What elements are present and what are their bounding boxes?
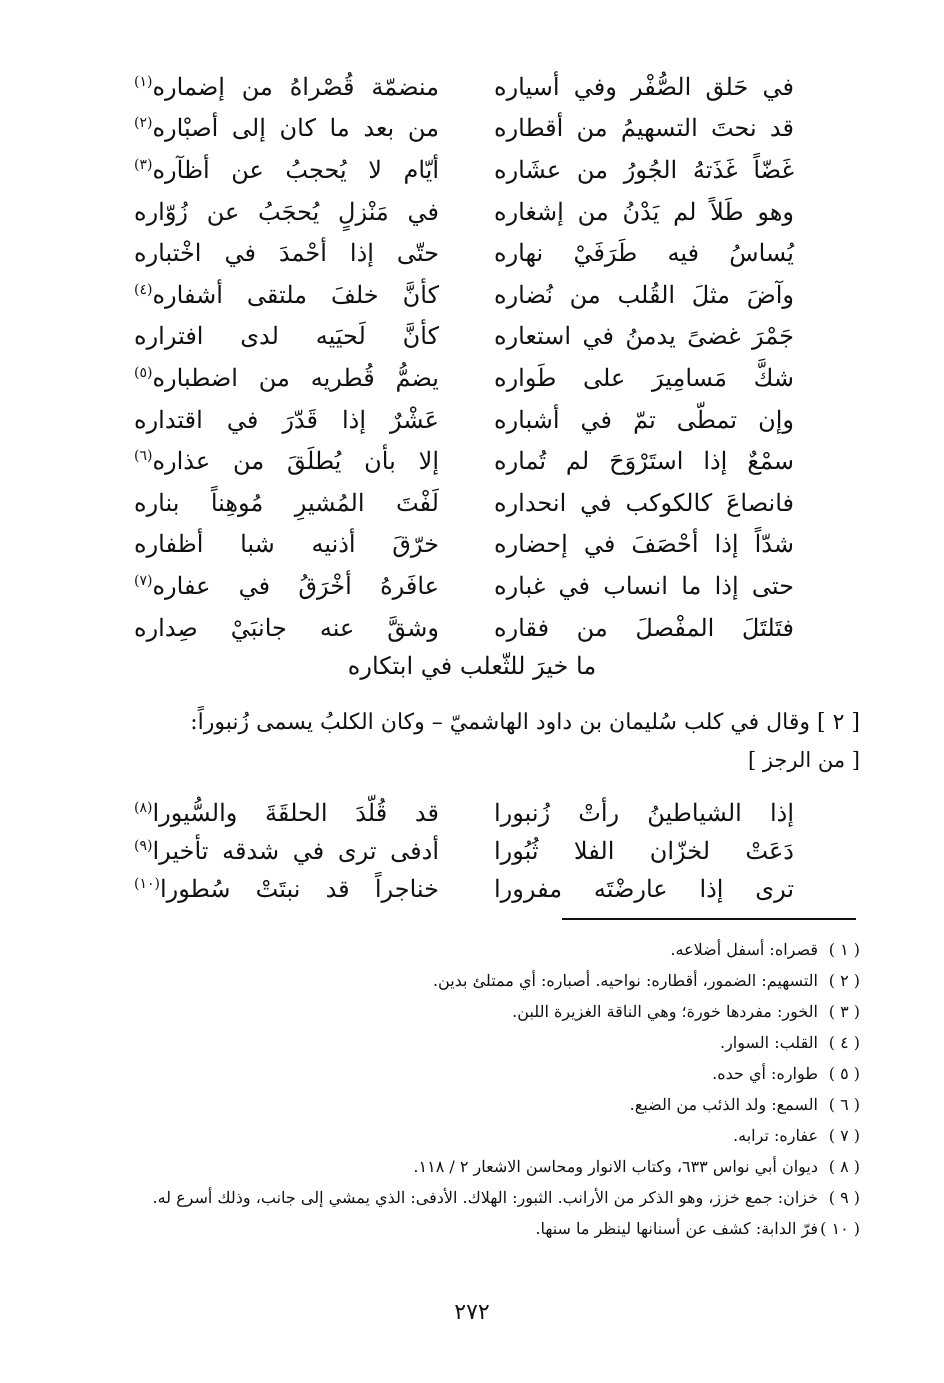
closing-hemistich: ما خيرَ للثّعلب في ابتكاره [347,652,597,680]
verse-line [134,870,794,908]
second-hemistich: حتّى إذا أحْمدَ في اخْتباره [134,239,439,268]
first-hemistich: في حَلق الصُّفْر وفي أسياره [494,72,794,101]
footnote-item [80,934,860,965]
verse-line [134,482,794,524]
first-hemistich: يُساسُ فيه طَرَفَيْ نهاره [494,239,794,268]
verse-line [134,565,794,607]
second-hemistich: لَفْتَ المُشيرِ مُوهِناً بناره [134,488,439,517]
second-hemistich: أدفى ترى في شدقه تأخيرا$^{(٩)}$ [134,837,439,865]
poem-verses [134,66,794,648]
first-hemistich: جَمْرَ غضىً يدمنُ في استعاره [494,322,794,351]
verse-line [134,607,794,649]
footnote-marker: (٥) [134,364,153,381]
verse-line [134,357,794,399]
footnote-number: ( ٩ ) [828,1188,860,1207]
first-hemistich: شكَّ مَسامِيرَ على طَواره [494,363,794,392]
footnote-marker: (١٠) [134,876,160,892]
footnotes [80,934,860,1244]
verse-line [134,794,794,832]
second-hemistich: يضمُّ قُطريه من اضطباره$^{(٥)}$ [134,363,439,392]
footnote-text: الخور: مفردها خورة؛ وهي الناقة الغزيرة اللبن. [512,1002,818,1021]
footnote-number: ( ٥ ) [828,1064,860,1083]
verse-line [134,232,794,274]
second-hemistich: منضمّة قُصْراهُ من إضماره$^{(١)}$ [134,72,439,101]
footnote-text: ديوان أبي نواس ٦٣٣، وكتاب الانوار ومحاسن الاشعار ٢ / ١١٨. [413,1157,818,1176]
footnote-number: ( ٤ ) [828,1033,860,1052]
footnote-text: القلب: السوار. [719,1033,818,1052]
page-number: ٢٧٢ [454,1300,490,1325]
first-hemistich: غَضّاً غَذَتهُ الجُورُ من عشَاره [494,155,794,184]
footnote-marker: (٦) [134,448,153,465]
footnote-marker: (٤) [134,281,153,298]
footnote-item [80,1089,860,1120]
footnote-marker: (٨) [134,800,153,816]
footnote-marker: (١) [134,73,153,90]
footnote-number: ( ٣ ) [828,1002,860,1021]
first-hemistich: إذا الشياطينُ رأتْ زُنبورا [494,799,794,827]
first-hemistich: وإن تمطّى تمّ في أشباره [494,405,794,434]
verse-line [134,108,794,150]
footnote-text: عفاره: ترابه. [733,1126,818,1145]
footnote-item [80,1120,860,1151]
first-hemistich: فتَلتَلَ المفْصلَ من فقاره [494,613,794,642]
second-hemistich: كأنَّ خلفَ ملتقى أشفاره$^{(٤)}$ [134,280,439,309]
footnote-number: ( ٢ ) [828,971,860,990]
rajaz-verses [134,794,794,908]
second-hemistich: خناجراً قد نبتَتْ سُطورا$^{(١٠)}$ [134,875,439,903]
verse-line [134,440,794,482]
verse-line [134,832,794,870]
footnote-text: التسهيم: الضمور، أقطاره: نواحيه. أصباره: أي ممتلئ بدين. [432,971,818,990]
footnote-marker: (٢) [134,115,153,132]
second-hemistich: وشقَّ عنه جانبَيْ صِداره [134,613,439,642]
meter-label: [ من الرجز ] [747,748,860,772]
verse-line [134,316,794,358]
footnote-marker: (٧) [134,572,153,589]
footnote-marker: (٣) [134,156,153,173]
footnote-item [80,1058,860,1089]
footnote-number: ( ٧ ) [828,1126,860,1145]
footnote-item [80,1182,860,1213]
footnote-number: ( ٨ ) [828,1157,860,1176]
footnote-text: السمع: ولد الذئب من الضبع. [629,1095,818,1114]
footnote-text: خزان: جمع خزز، وهو الذكر من الأرانب. الثبور: الهلاك. الأدفى: الذي يمشي إلى جانب، وذلك أسرع له. [152,1188,818,1207]
verse-line [134,274,794,316]
first-hemistich: دَعَتْ لخزّان الفلا ثُبُورا [494,837,794,865]
first-hemistich: سمْعٌ إذا استَرْوَحَ لم تُماره [494,447,794,476]
second-hemistich: من بعد ما كان إلى أصبْاره$^{(٢)}$ [134,114,439,143]
verse-line [134,149,794,191]
first-hemistich: شدّاً إذا أحْصَفَ في إحضاره [494,530,794,559]
footnote-item [80,1027,860,1058]
footnote-divider [562,918,856,920]
verse-line [134,399,794,441]
second-hemistich: قد قُلّدَ الحلقَةَ والسُّيورا$^{(٨)}$ [134,799,439,827]
footnote-item [80,1151,860,1182]
second-hemistich: عافَرهُ أخْرَقُ في عفاره$^{(٧)}$ [134,571,439,600]
footnote-item [80,1213,860,1244]
verse-line [134,524,794,566]
footnote-number: ( ١٠ ) [820,1219,860,1238]
footnote-text: فرّ الدابة: كشف عن أسنانها لينظر ما سنها. [535,1219,818,1238]
footnote-number: ( ١ ) [828,940,860,959]
first-hemistich: فانصاعَ كالكوكب في انحداره [494,488,794,517]
second-hemistich: إلا بأن يُطلَقَ من عذاره$^{(٦)}$ [134,447,439,476]
footnote-item [80,996,860,1027]
footnote-text: طواره: أي حده. [712,1064,818,1083]
first-hemistich: وهو طَلاً لم يَدْنُ من إشغاره [494,197,794,226]
footnote-number: ( ٦ ) [828,1095,860,1114]
second-hemistich: أيّام لا يُحجبُ عن أظآره$^{(٣)}$ [134,155,439,184]
first-hemistich: قد نحتَ التسهيمُ من أقطاره [494,114,794,143]
footnote-marker: (٩) [134,838,153,854]
footnote-text: قصراه: أسفل أضلاعه. [670,940,818,959]
first-hemistich: حتى إذا ما انساب في غباره [494,571,794,600]
second-hemistich: عَشْرٌ إذا قَدّرَ في اقتداره [134,405,439,434]
footnote-item [80,965,860,996]
second-hemistich: في مَنْزلٍ يُحجَبُ عن زُوّاره [134,197,439,226]
first-hemistich: وآضَ مثلَ القُلب من نُضاره [494,280,794,309]
first-hemistich: ترى إذا عارضْتَه مفرورا [494,875,794,903]
verse-line [134,66,794,108]
second-hemistich: كأنَّ لَحيَيه لدى افتراره [134,322,439,351]
verse-line [134,191,794,233]
section-intro: [ ٢ ] وقال في كلب سُليمان بن داود الهاشميّ – وكان الكلبُ يسمى زُنبوراً: [190,710,860,735]
second-hemistich: خرّقَ أذنيه شبا أظفاره [134,530,439,559]
